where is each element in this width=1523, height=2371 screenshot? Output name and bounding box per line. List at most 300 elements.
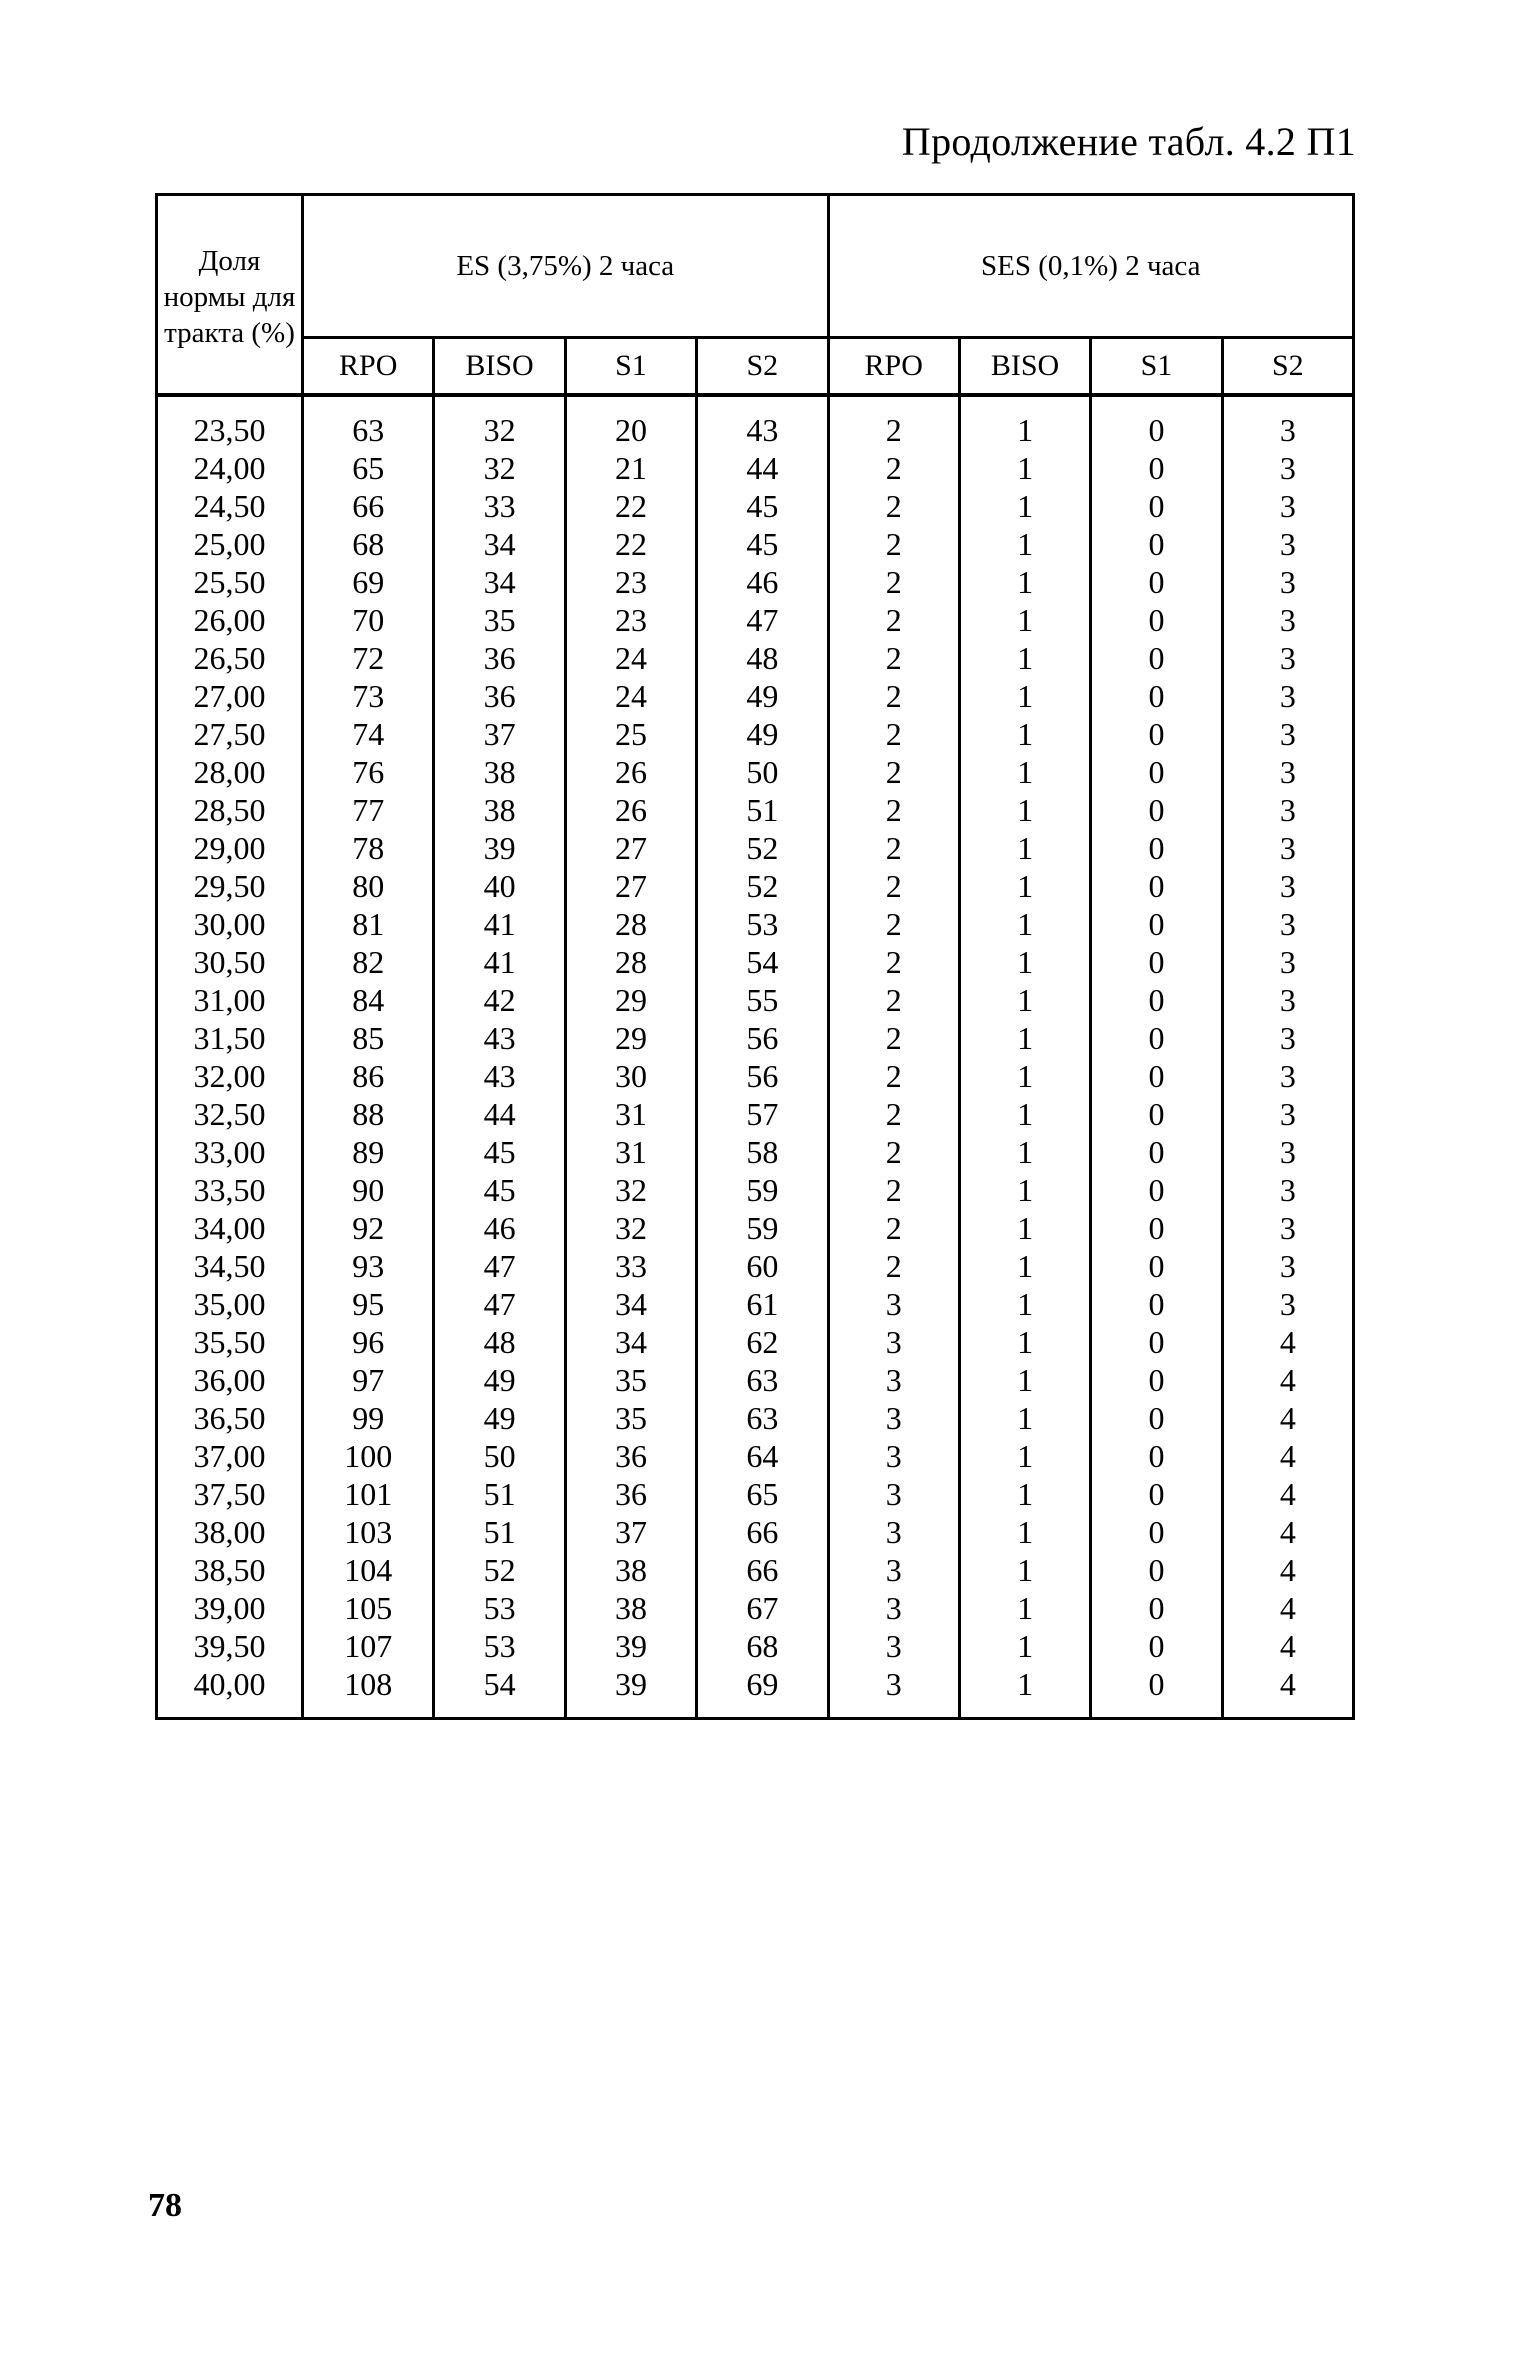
value-cell: 53 bbox=[434, 1589, 565, 1627]
share-cell: 25,50 bbox=[157, 563, 303, 601]
value-cell: 97 bbox=[303, 1361, 434, 1399]
value-cell: 2 bbox=[828, 1171, 959, 1209]
data-table bbox=[155, 193, 1355, 1720]
value-cell: 26 bbox=[565, 753, 696, 791]
value-cell: 0 bbox=[1091, 1247, 1222, 1285]
value-cell: 99 bbox=[303, 1399, 434, 1437]
value-cell: 0 bbox=[1091, 1437, 1222, 1475]
value-cell: 0 bbox=[1091, 487, 1222, 525]
share-cell: 31,50 bbox=[157, 1019, 303, 1057]
value-cell: 42 bbox=[434, 981, 565, 1019]
value-cell: 0 bbox=[1091, 1171, 1222, 1209]
value-cell: 1 bbox=[959, 791, 1090, 829]
value-cell: 95 bbox=[303, 1285, 434, 1323]
value-cell: 3 bbox=[1222, 1057, 1353, 1095]
value-cell: 53 bbox=[697, 905, 828, 943]
value-cell: 4 bbox=[1222, 1627, 1353, 1665]
value-cell: 104 bbox=[303, 1551, 434, 1589]
value-cell: 31 bbox=[565, 1095, 696, 1133]
table-row bbox=[157, 1437, 1354, 1475]
value-cell: 51 bbox=[697, 791, 828, 829]
value-cell: 3 bbox=[1222, 1209, 1353, 1247]
share-cell: 36,50 bbox=[157, 1399, 303, 1437]
value-cell: 3 bbox=[1222, 867, 1353, 905]
value-cell: 84 bbox=[303, 981, 434, 1019]
table-row bbox=[157, 1209, 1354, 1247]
value-cell: 0 bbox=[1091, 449, 1222, 487]
value-cell: 3 bbox=[1222, 487, 1353, 525]
table-row bbox=[157, 791, 1354, 829]
value-cell: 36 bbox=[565, 1437, 696, 1475]
subcolumn-header: S2 bbox=[1222, 338, 1353, 396]
value-cell: 3 bbox=[828, 1361, 959, 1399]
value-cell: 2 bbox=[828, 1133, 959, 1171]
value-cell: 56 bbox=[697, 1019, 828, 1057]
share-cell: 31,00 bbox=[157, 981, 303, 1019]
table-row bbox=[157, 1057, 1354, 1095]
value-cell: 45 bbox=[434, 1133, 565, 1171]
value-cell: 32 bbox=[434, 395, 565, 449]
value-cell: 74 bbox=[303, 715, 434, 753]
value-cell: 3 bbox=[1222, 395, 1353, 449]
share-cell: 29,00 bbox=[157, 829, 303, 867]
table-row bbox=[157, 1399, 1354, 1437]
table-row bbox=[157, 1019, 1354, 1057]
share-cell: 29,50 bbox=[157, 867, 303, 905]
value-cell: 0 bbox=[1091, 395, 1222, 449]
value-cell: 1 bbox=[959, 487, 1090, 525]
table-row bbox=[157, 395, 1354, 449]
value-cell: 37 bbox=[565, 1513, 696, 1551]
value-cell: 38 bbox=[565, 1551, 696, 1589]
value-cell: 73 bbox=[303, 677, 434, 715]
value-cell: 39 bbox=[565, 1665, 696, 1719]
share-cell: 26,00 bbox=[157, 601, 303, 639]
value-cell: 36 bbox=[434, 639, 565, 677]
value-cell: 55 bbox=[697, 981, 828, 1019]
value-cell: 2 bbox=[828, 867, 959, 905]
value-cell: 34 bbox=[565, 1323, 696, 1361]
share-cell: 33,00 bbox=[157, 1133, 303, 1171]
value-cell: 35 bbox=[565, 1361, 696, 1399]
value-cell: 1 bbox=[959, 1513, 1090, 1551]
value-cell: 34 bbox=[565, 1285, 696, 1323]
value-cell: 24 bbox=[565, 639, 696, 677]
value-cell: 0 bbox=[1091, 563, 1222, 601]
value-cell: 69 bbox=[697, 1665, 828, 1719]
value-cell: 65 bbox=[303, 449, 434, 487]
value-cell: 59 bbox=[697, 1209, 828, 1247]
table-row bbox=[157, 449, 1354, 487]
header-row-subcolumns bbox=[157, 338, 1354, 396]
value-cell: 62 bbox=[697, 1323, 828, 1361]
value-cell: 49 bbox=[697, 715, 828, 753]
value-cell: 3 bbox=[1222, 829, 1353, 867]
table-row bbox=[157, 753, 1354, 791]
value-cell: 21 bbox=[565, 449, 696, 487]
value-cell: 2 bbox=[828, 1057, 959, 1095]
table-row bbox=[157, 525, 1354, 563]
table-row bbox=[157, 943, 1354, 981]
value-cell: 3 bbox=[1222, 715, 1353, 753]
share-cell: 39,50 bbox=[157, 1627, 303, 1665]
value-cell: 3 bbox=[828, 1551, 959, 1589]
value-cell: 108 bbox=[303, 1665, 434, 1719]
share-cell: 24,00 bbox=[157, 449, 303, 487]
value-cell: 61 bbox=[697, 1285, 828, 1323]
value-cell: 1 bbox=[959, 601, 1090, 639]
value-cell: 77 bbox=[303, 791, 434, 829]
value-cell: 1 bbox=[959, 1323, 1090, 1361]
value-cell: 76 bbox=[303, 753, 434, 791]
value-cell: 1 bbox=[959, 753, 1090, 791]
value-cell: 1 bbox=[959, 563, 1090, 601]
value-cell: 36 bbox=[434, 677, 565, 715]
value-cell: 43 bbox=[434, 1057, 565, 1095]
value-cell: 54 bbox=[434, 1665, 565, 1719]
value-cell: 0 bbox=[1091, 1551, 1222, 1589]
table-row bbox=[157, 867, 1354, 905]
table-row bbox=[157, 1551, 1354, 1589]
value-cell: 3 bbox=[1222, 791, 1353, 829]
value-cell: 2 bbox=[828, 525, 959, 563]
value-cell: 0 bbox=[1091, 1627, 1222, 1665]
subcolumn-header: BISO bbox=[434, 338, 565, 396]
value-cell: 0 bbox=[1091, 1513, 1222, 1551]
group-header-ses: SES (0,1%) 2 часа bbox=[828, 195, 1354, 338]
value-cell: 1 bbox=[959, 981, 1090, 1019]
value-cell: 27 bbox=[565, 829, 696, 867]
value-cell: 37 bbox=[434, 715, 565, 753]
table-row bbox=[157, 639, 1354, 677]
value-cell: 45 bbox=[697, 525, 828, 563]
value-cell: 4 bbox=[1222, 1665, 1353, 1719]
value-cell: 32 bbox=[565, 1171, 696, 1209]
value-cell: 44 bbox=[434, 1095, 565, 1133]
value-cell: 70 bbox=[303, 601, 434, 639]
value-cell: 66 bbox=[697, 1513, 828, 1551]
value-cell: 101 bbox=[303, 1475, 434, 1513]
value-cell: 1 bbox=[959, 1095, 1090, 1133]
value-cell: 28 bbox=[565, 943, 696, 981]
value-cell: 2 bbox=[828, 395, 959, 449]
table-row bbox=[157, 1627, 1354, 1665]
value-cell: 1 bbox=[959, 1285, 1090, 1323]
value-cell: 100 bbox=[303, 1437, 434, 1475]
value-cell: 3 bbox=[828, 1437, 959, 1475]
value-cell: 3 bbox=[1222, 1285, 1353, 1323]
value-cell: 29 bbox=[565, 1019, 696, 1057]
value-cell: 49 bbox=[434, 1399, 565, 1437]
value-cell: 1 bbox=[959, 1589, 1090, 1627]
group-header-es: ES (3,75%) 2 часа bbox=[303, 195, 829, 338]
value-cell: 33 bbox=[434, 487, 565, 525]
value-cell: 63 bbox=[303, 395, 434, 449]
table-row bbox=[157, 1475, 1354, 1513]
subcolumn-header: BISO bbox=[959, 338, 1090, 396]
value-cell: 40 bbox=[434, 867, 565, 905]
value-cell: 2 bbox=[828, 1209, 959, 1247]
value-cell: 3 bbox=[828, 1589, 959, 1627]
value-cell: 0 bbox=[1091, 905, 1222, 943]
value-cell: 1 bbox=[959, 639, 1090, 677]
value-cell: 52 bbox=[697, 867, 828, 905]
value-cell: 41 bbox=[434, 905, 565, 943]
value-cell: 63 bbox=[697, 1399, 828, 1437]
share-cell: 24,50 bbox=[157, 487, 303, 525]
value-cell: 89 bbox=[303, 1133, 434, 1171]
value-cell: 0 bbox=[1091, 1209, 1222, 1247]
table-header bbox=[157, 195, 1354, 396]
value-cell: 0 bbox=[1091, 1285, 1222, 1323]
value-cell: 2 bbox=[828, 753, 959, 791]
value-cell: 3 bbox=[1222, 905, 1353, 943]
share-cell: 30,50 bbox=[157, 943, 303, 981]
value-cell: 81 bbox=[303, 905, 434, 943]
value-cell: 0 bbox=[1091, 867, 1222, 905]
value-cell: 3 bbox=[1222, 1171, 1353, 1209]
value-cell: 1 bbox=[959, 829, 1090, 867]
share-cell: 35,50 bbox=[157, 1323, 303, 1361]
value-cell: 90 bbox=[303, 1171, 434, 1209]
value-cell: 4 bbox=[1222, 1437, 1353, 1475]
value-cell: 68 bbox=[697, 1627, 828, 1665]
value-cell: 4 bbox=[1222, 1589, 1353, 1627]
value-cell: 1 bbox=[959, 1209, 1090, 1247]
value-cell: 65 bbox=[697, 1475, 828, 1513]
value-cell: 56 bbox=[697, 1057, 828, 1095]
value-cell: 0 bbox=[1091, 981, 1222, 1019]
share-cell: 28,50 bbox=[157, 791, 303, 829]
value-cell: 88 bbox=[303, 1095, 434, 1133]
value-cell: 2 bbox=[828, 601, 959, 639]
value-cell: 0 bbox=[1091, 791, 1222, 829]
value-cell: 1 bbox=[959, 1057, 1090, 1095]
value-cell: 3 bbox=[1222, 449, 1353, 487]
value-cell: 69 bbox=[303, 563, 434, 601]
share-cell: 36,00 bbox=[157, 1361, 303, 1399]
value-cell: 64 bbox=[697, 1437, 828, 1475]
share-cell: 39,00 bbox=[157, 1589, 303, 1627]
subcolumn-header: S1 bbox=[1091, 338, 1222, 396]
value-cell: 31 bbox=[565, 1133, 696, 1171]
value-cell: 0 bbox=[1091, 753, 1222, 791]
value-cell: 44 bbox=[697, 449, 828, 487]
value-cell: 3 bbox=[1222, 677, 1353, 715]
value-cell: 68 bbox=[303, 525, 434, 563]
value-cell: 0 bbox=[1091, 525, 1222, 563]
value-cell: 43 bbox=[434, 1019, 565, 1057]
value-cell: 3 bbox=[1222, 1247, 1353, 1285]
value-cell: 0 bbox=[1091, 1019, 1222, 1057]
subcolumn-header: RPO bbox=[303, 338, 434, 396]
value-cell: 105 bbox=[303, 1589, 434, 1627]
value-cell: 3 bbox=[828, 1399, 959, 1437]
value-cell: 43 bbox=[697, 395, 828, 449]
value-cell: 45 bbox=[697, 487, 828, 525]
value-cell: 54 bbox=[697, 943, 828, 981]
value-cell: 39 bbox=[565, 1627, 696, 1665]
value-cell: 3 bbox=[1222, 1019, 1353, 1057]
value-cell: 0 bbox=[1091, 1361, 1222, 1399]
value-cell: 2 bbox=[828, 1019, 959, 1057]
table-body bbox=[157, 395, 1354, 1719]
value-cell: 38 bbox=[565, 1589, 696, 1627]
value-cell: 1 bbox=[959, 1437, 1090, 1475]
value-cell: 32 bbox=[565, 1209, 696, 1247]
value-cell: 78 bbox=[303, 829, 434, 867]
value-cell: 1 bbox=[959, 677, 1090, 715]
value-cell: 4 bbox=[1222, 1551, 1353, 1589]
value-cell: 22 bbox=[565, 487, 696, 525]
value-cell: 2 bbox=[828, 829, 959, 867]
share-cell: 38,00 bbox=[157, 1513, 303, 1551]
value-cell: 1 bbox=[959, 1019, 1090, 1057]
value-cell: 3 bbox=[828, 1627, 959, 1665]
value-cell: 36 bbox=[565, 1475, 696, 1513]
table-caption: Продолжение табл. 4.2 П1 bbox=[901, 119, 1356, 164]
value-cell: 47 bbox=[434, 1247, 565, 1285]
value-cell: 57 bbox=[697, 1095, 828, 1133]
value-cell: 2 bbox=[828, 1247, 959, 1285]
value-cell: 2 bbox=[828, 1095, 959, 1133]
value-cell: 1 bbox=[959, 867, 1090, 905]
value-cell: 3 bbox=[828, 1323, 959, 1361]
value-cell: 47 bbox=[434, 1285, 565, 1323]
value-cell: 2 bbox=[828, 677, 959, 715]
value-cell: 51 bbox=[434, 1513, 565, 1551]
value-cell: 60 bbox=[697, 1247, 828, 1285]
value-cell: 1 bbox=[959, 1133, 1090, 1171]
value-cell: 2 bbox=[828, 943, 959, 981]
value-cell: 4 bbox=[1222, 1399, 1353, 1437]
table-row bbox=[157, 601, 1354, 639]
share-cell: 27,50 bbox=[157, 715, 303, 753]
table-row bbox=[157, 715, 1354, 753]
table-row bbox=[157, 1095, 1354, 1133]
share-column-header: Доля нормы для тракта (%) bbox=[157, 195, 303, 396]
subcolumn-header: S1 bbox=[565, 338, 696, 396]
value-cell: 33 bbox=[565, 1247, 696, 1285]
share-cell: 32,00 bbox=[157, 1057, 303, 1095]
value-cell: 38 bbox=[434, 753, 565, 791]
value-cell: 4 bbox=[1222, 1323, 1353, 1361]
table-row bbox=[157, 829, 1354, 867]
value-cell: 72 bbox=[303, 639, 434, 677]
share-cell: 26,50 bbox=[157, 639, 303, 677]
table-row bbox=[157, 1361, 1354, 1399]
value-cell: 53 bbox=[434, 1627, 565, 1665]
value-cell: 1 bbox=[959, 395, 1090, 449]
value-cell: 26 bbox=[565, 791, 696, 829]
value-cell: 35 bbox=[434, 601, 565, 639]
share-cell: 34,00 bbox=[157, 1209, 303, 1247]
value-cell: 2 bbox=[828, 639, 959, 677]
value-cell: 3 bbox=[828, 1285, 959, 1323]
value-cell: 1 bbox=[959, 1247, 1090, 1285]
share-cell: 23,50 bbox=[157, 395, 303, 449]
share-cell: 32,50 bbox=[157, 1095, 303, 1133]
value-cell: 0 bbox=[1091, 1399, 1222, 1437]
value-cell: 47 bbox=[697, 601, 828, 639]
value-cell: 28 bbox=[565, 905, 696, 943]
value-cell: 4 bbox=[1222, 1475, 1353, 1513]
value-cell: 2 bbox=[828, 715, 959, 753]
value-cell: 58 bbox=[697, 1133, 828, 1171]
value-cell: 0 bbox=[1091, 943, 1222, 981]
table-row bbox=[157, 563, 1354, 601]
value-cell: 22 bbox=[565, 525, 696, 563]
share-cell: 35,00 bbox=[157, 1285, 303, 1323]
value-cell: 51 bbox=[434, 1475, 565, 1513]
value-cell: 0 bbox=[1091, 639, 1222, 677]
value-cell: 48 bbox=[434, 1323, 565, 1361]
table-row bbox=[157, 1665, 1354, 1719]
share-cell: 37,50 bbox=[157, 1475, 303, 1513]
share-cell: 25,00 bbox=[157, 525, 303, 563]
value-cell: 27 bbox=[565, 867, 696, 905]
subcolumn-header: RPO bbox=[828, 338, 959, 396]
value-cell: 49 bbox=[697, 677, 828, 715]
value-cell: 34 bbox=[434, 525, 565, 563]
value-cell: 20 bbox=[565, 395, 696, 449]
value-cell: 1 bbox=[959, 1475, 1090, 1513]
value-cell: 3 bbox=[828, 1475, 959, 1513]
value-cell: 4 bbox=[1222, 1513, 1353, 1551]
value-cell: 107 bbox=[303, 1627, 434, 1665]
value-cell: 59 bbox=[697, 1171, 828, 1209]
value-cell: 23 bbox=[565, 563, 696, 601]
value-cell: 3 bbox=[1222, 525, 1353, 563]
value-cell: 52 bbox=[697, 829, 828, 867]
value-cell: 1 bbox=[959, 525, 1090, 563]
table-row bbox=[157, 981, 1354, 1019]
value-cell: 34 bbox=[434, 563, 565, 601]
value-cell: 2 bbox=[828, 981, 959, 1019]
value-cell: 50 bbox=[434, 1437, 565, 1475]
value-cell: 3 bbox=[828, 1513, 959, 1551]
value-cell: 0 bbox=[1091, 1057, 1222, 1095]
table-row bbox=[157, 677, 1354, 715]
value-cell: 3 bbox=[1222, 601, 1353, 639]
value-cell: 46 bbox=[697, 563, 828, 601]
value-cell: 3 bbox=[1222, 753, 1353, 791]
value-cell: 66 bbox=[697, 1551, 828, 1589]
value-cell: 92 bbox=[303, 1209, 434, 1247]
value-cell: 2 bbox=[828, 791, 959, 829]
value-cell: 41 bbox=[434, 943, 565, 981]
value-cell: 0 bbox=[1091, 829, 1222, 867]
value-cell: 1 bbox=[959, 1551, 1090, 1589]
value-cell: 23 bbox=[565, 601, 696, 639]
value-cell: 1 bbox=[959, 449, 1090, 487]
share-cell: 28,00 bbox=[157, 753, 303, 791]
value-cell: 38 bbox=[434, 791, 565, 829]
value-cell: 50 bbox=[697, 753, 828, 791]
table-row bbox=[157, 487, 1354, 525]
value-cell: 82 bbox=[303, 943, 434, 981]
value-cell: 3 bbox=[1222, 563, 1353, 601]
value-cell: 49 bbox=[434, 1361, 565, 1399]
table-row bbox=[157, 1171, 1354, 1209]
value-cell: 63 bbox=[697, 1361, 828, 1399]
value-cell: 2 bbox=[828, 449, 959, 487]
value-cell: 85 bbox=[303, 1019, 434, 1057]
share-cell: 34,50 bbox=[157, 1247, 303, 1285]
value-cell: 0 bbox=[1091, 1475, 1222, 1513]
value-cell: 2 bbox=[828, 487, 959, 525]
value-cell: 45 bbox=[434, 1171, 565, 1209]
